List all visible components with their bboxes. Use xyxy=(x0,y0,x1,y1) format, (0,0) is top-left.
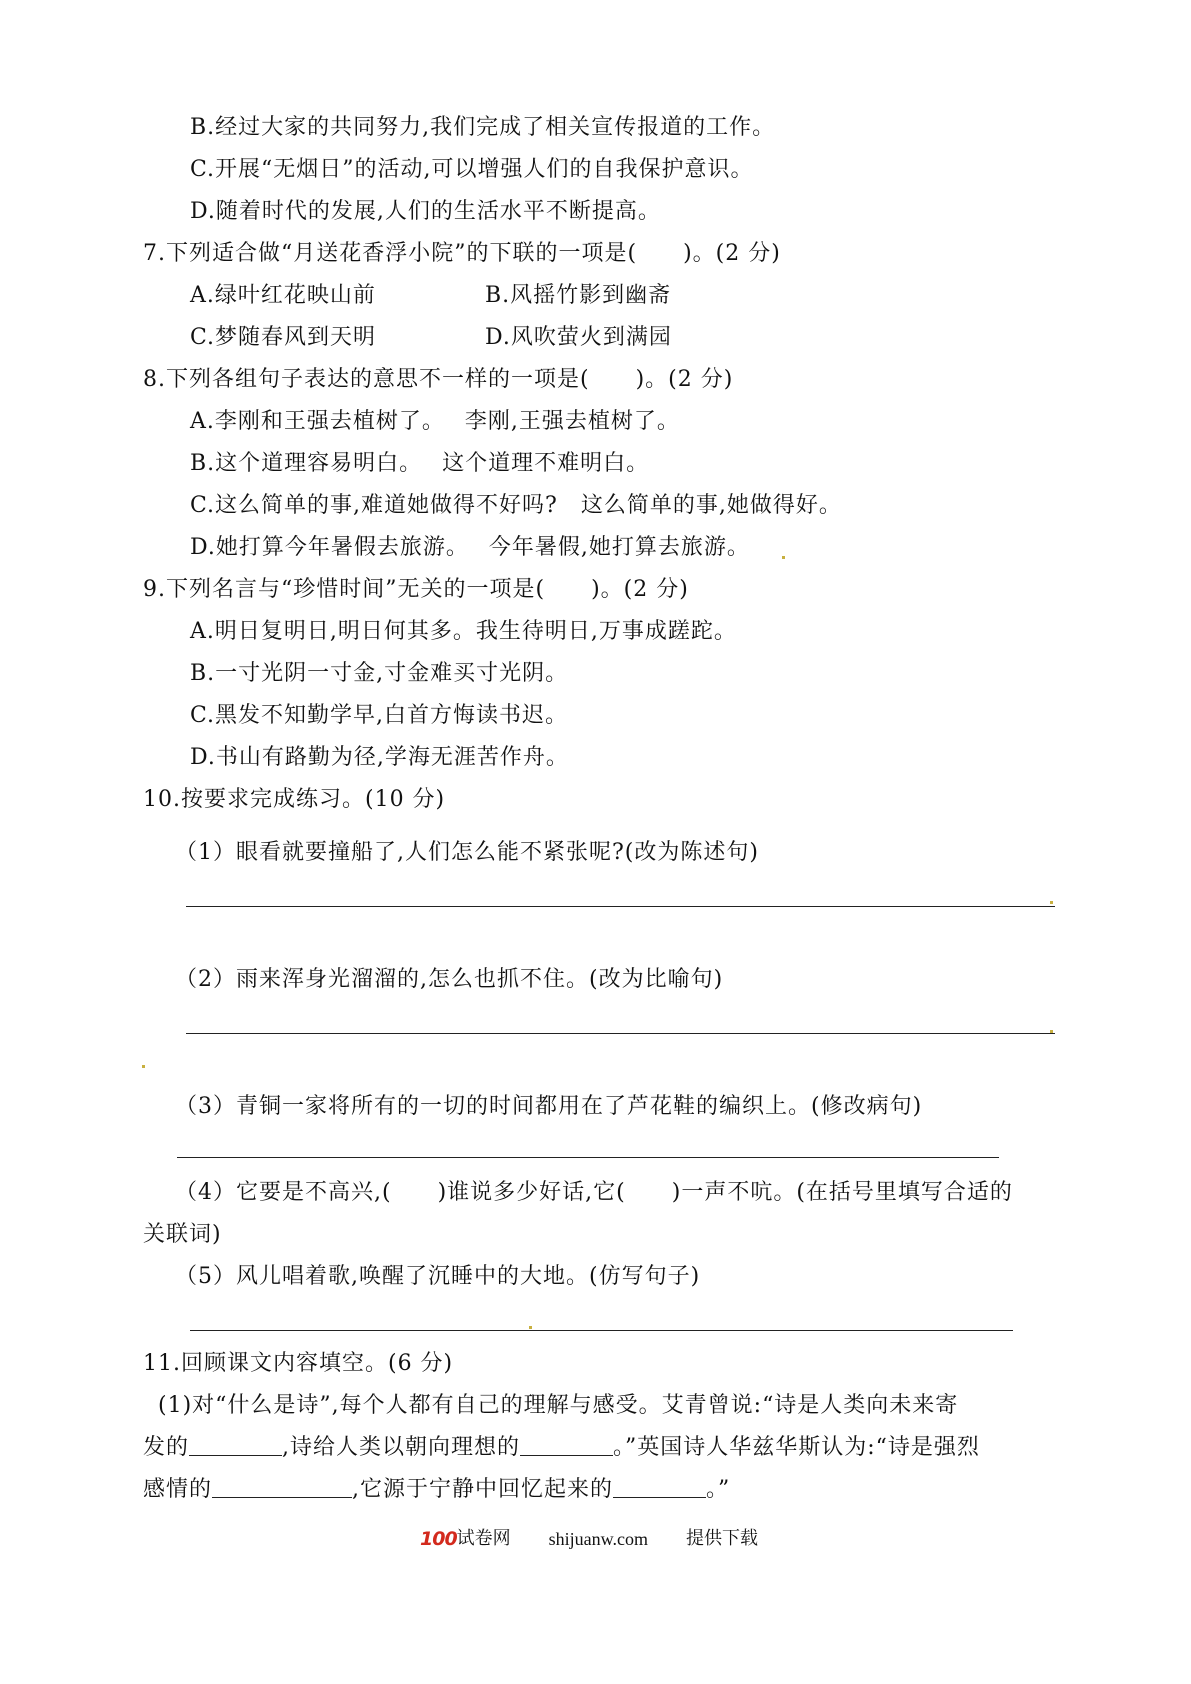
q9-option-a: A.明日复明日,明日何其多。我生待明日,万事成蹉跎。 xyxy=(190,619,737,644)
scan-speck xyxy=(529,1326,532,1329)
q7-stem: 7.下列适合做“月送花香浮小院”的下联的一项是( )。(2 分) xyxy=(143,241,781,266)
logo-text: 试卷网 xyxy=(456,1528,511,1549)
q10-answer-line-1[interactable] xyxy=(186,906,1055,907)
q10-sub2: （2）雨来浑身光溜溜的,怎么也抓不住。(改为比喻句) xyxy=(175,967,724,992)
q8-option-a: A.李刚和王强去植树了。 李刚,王强去植树了。 xyxy=(190,409,680,434)
q11-line-3 xyxy=(143,1477,730,1503)
q11-blank-3[interactable] xyxy=(212,1477,352,1498)
q11-line-1: (1)对“什么是诗”,每个人都有自己的理解与感受。艾青曾说:“诗是人类向未来寄 xyxy=(158,1393,959,1418)
q10-sub4-cont: 关联词) xyxy=(143,1222,222,1247)
logo-number: 100 xyxy=(420,1528,457,1550)
footer-site[interactable]: shijuanw.com xyxy=(548,1529,648,1549)
q10-sub3: （3）青铜一家将所有的一切的时间都用在了芦花鞋的编织上。(修改病句) xyxy=(175,1094,923,1119)
q11-line-2-c: 。”英国诗人华兹华斯认为:“诗是强烈 xyxy=(613,1435,980,1460)
q10-answer-line-3[interactable] xyxy=(177,1157,999,1158)
q10-answer-line-5[interactable] xyxy=(190,1330,1013,1331)
q11-line-2 xyxy=(143,1435,980,1461)
q11-line-3-b: ,它源于宁静中回忆起来的 xyxy=(352,1477,614,1502)
q10-sub4: （4）它要是不高兴,( )谁说多少好话,它( )一声不吭。(在括号里填写合适的 xyxy=(175,1180,1013,1205)
q6-option-c: C.开展“无烟日”的活动,可以增强人们的自我保护意识。 xyxy=(190,157,754,182)
q9-stem: 9.下列名言与“珍惜时间”无关的一项是( )。(2 分) xyxy=(143,577,689,602)
q6-option-d: D.随着时代的发展,人们的生活水平不断提高。 xyxy=(190,199,661,224)
q7-option-b: B.风摇竹影到幽斋 xyxy=(485,283,672,308)
q8-option-d: D.她打算今年暑假去旅游。 今年暑假,她打算去旅游。 xyxy=(190,535,750,560)
q11-line-2-a: 发的 xyxy=(143,1435,190,1460)
q6-option-b: B.经过大家的共同努力,我们完成了相关宣传报道的工作。 xyxy=(190,115,776,140)
scan-speck xyxy=(1050,901,1053,904)
q11-stem: 11.回顾课文内容填空。(6 分) xyxy=(143,1351,454,1376)
q11-blank-4[interactable] xyxy=(613,1477,706,1498)
q11-line-3-a: 感情的 xyxy=(143,1477,213,1502)
q9-option-b: B.一寸光阴一寸金,寸金难买寸光阴。 xyxy=(190,661,569,686)
q8-option-c: C.这么简单的事,难道她做得不好吗? 这么简单的事,她做得好。 xyxy=(190,493,842,518)
q11-blank-1[interactable] xyxy=(189,1435,282,1456)
q10-sub1: （1）眼看就要撞船了,人们怎么能不紧张呢?(改为陈述句) xyxy=(175,840,759,865)
scan-speck xyxy=(782,556,785,559)
q11-line-3-c: 。” xyxy=(706,1477,731,1502)
q10-sub5: （5）风儿唱着歌,唤醒了沉睡中的大地。(仿写句子) xyxy=(175,1264,701,1289)
q9-option-c: C.黑发不知勤学早,白首方悔读书迟。 xyxy=(190,703,569,728)
q11-blank-2[interactable] xyxy=(520,1435,613,1456)
q11-line-2-b: ,诗给人类以朝向理想的 xyxy=(282,1435,521,1460)
q8-option-b: B.这个道理容易明白。 这个道理不难明白。 xyxy=(190,451,650,476)
q9-option-d: D.书山有路勤为径,学海无涯苦作舟。 xyxy=(190,745,569,770)
scan-speck xyxy=(142,1065,145,1068)
q7-option-d: D.风吹萤火到满园 xyxy=(485,325,672,350)
q10-answer-line-2[interactable] xyxy=(186,1033,1055,1034)
scan-speck xyxy=(1050,1030,1053,1033)
q7-option-a: A.绿叶红花映山前 xyxy=(190,283,376,308)
q8-stem: 8.下列各组句子表达的意思不一样的一项是( )。(2 分) xyxy=(143,367,734,392)
q10-stem: 10.按要求完成练习。(10 分) xyxy=(143,787,446,812)
q7-option-c: C.梦随春风到天明 xyxy=(190,325,377,350)
footer xyxy=(420,1526,758,1552)
footer-note: 提供下载 xyxy=(686,1528,758,1549)
